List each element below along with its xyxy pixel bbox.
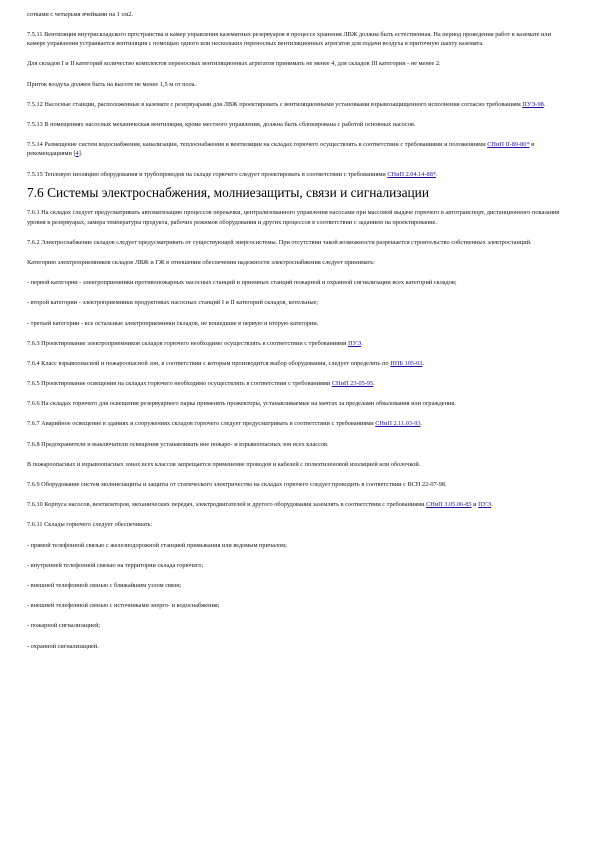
list-item: - внутренней телефонной связью на территории склада горючего; [27, 561, 204, 569]
list-item: - охранной сигнализацией. [27, 642, 99, 650]
paragraph-7-5-12: 7.5.12 Насосные станции, расположенные в каземате с резервуарами для ЛВЖ проектировать с вентиляционными установками взрывозащищенного исполнения согласно требованиям ПУЭ-98. [27, 100, 546, 108]
list-item: - прямой телефонной связью с железнодорожной станцией примыкания или ведомым причалом; [27, 541, 287, 549]
paragraph: Для складов I и II категорий количество комплектов переносных вентиляционных агрегатов принимать не менее 4, для складов III категории - не менее 2. [27, 60, 441, 68]
reference-link-снип-2-04-14-88[interactable]: СНиП 2.04.14-88* [387, 170, 436, 178]
reference-link-пуэ[interactable]: ПУЭ [478, 501, 492, 509]
list-item: - первой категории - электроприемники противопожарных насосных станций и приемных станций пожарной и охранной сигнализации всех категорий складов; [27, 279, 457, 287]
paragraph-7-6-4: 7.6.4 Класс взрывоопасной и пожароопасной зон, в соответствии с которым производится выбор оборудования, следует определять по НПБ 105-03. [27, 359, 424, 367]
paragraph: Приток воздуха должен быть на высоте не менее 1,5 м от пола. [27, 80, 197, 88]
paragraph-7-6-5: 7.6.5 Проектирование освещения на складах горючего необходимо осуществлять в соответствии с требованиями СНиП 23-05-95. [27, 380, 375, 388]
reference-link-нпб-105-03[interactable]: НПБ 105-03 [390, 359, 423, 367]
paragraph-7-6-11: 7.6.11 Склады горючего следует обеспечивать: [27, 521, 153, 529]
paragraph-7-5-13: 7.5.13 В помещениях насосных механическая вентиляция, кроме местного управления, должна быть сблокирована с работой основных насосов. [27, 121, 416, 129]
paragraph-7-5-11: 7.5.11 Вентиляция внутрискладского пространства и камер управления казематных резервуаров в процессе хранения ЛВЖ должна быть естественная. На период проведения работ в каземате или камере управления устраивается вентиляция с помощью одного или нескольких переносных вентиляционных агрегатов для подачи воздуха в приточную шахту каземата. [27, 31, 551, 48]
document-page [27, 10, 568, 662]
list-item: - второй категории - электроприемники продуктовых насосных станций I и II категорий складов, котельные; [27, 299, 319, 307]
paragraph: В пожароопасных и взрывоопасных зонах всех классов запрещается применение проводов и кабелей с полиэтиленовой изоляцией или оболочкой. [27, 460, 421, 468]
list-item: - внешней телефонной связью с ближайшим узлом связи; [27, 581, 182, 589]
paragraph: Категорию электроприемников складов ЛВЖ и ГЖ в отношении обеспечения надежности электроснабжения следует принимать: [27, 258, 375, 266]
reference-link-снип-23-05-95[interactable]: СНиП 23-05-95 [331, 380, 374, 388]
paragraph-7-5-14: 7.5.14 Размещение систем водоснабжения, канализации, теплоснабжения и вентиляции на складах горючего осуществлять в соответствии с требованиями и положениями СНиП II-89-80* и рекомендациями [4]. [27, 141, 535, 158]
paragraph-7-6-1: 7.6.1 На складах следует предусматривать автоматизацию процессов перекачки, централизованного управления насосами при массовой выдаче горючего в автотранспорт, дистанционного показания уровня в резервуарах, замера температуры продукта, рабочих режимов оборудования и других процессов в соответствии с заданием на проектирование. [27, 209, 560, 226]
list-item: - пожарной сигнализацией; [27, 622, 101, 630]
list-item: - внешней телефонной связью с источниками энерго- и водоснабжения; [27, 602, 220, 610]
reference-link-снип-ii-89-80[interactable]: СНиП II-89-80* [487, 141, 530, 149]
reference-link-пуэ[interactable]: ПУЭ [348, 339, 362, 347]
paragraph-7-6-6: 7.6.6 На складах горючего для освещения резервуарного парка применять прожекторы, устанавливаемые на мачтах за пределами обвалования или ограждения. [27, 400, 456, 408]
paragraph-7-6-9: 7.6.9 Оборудование систем молниезащиты и защиты от статического электричества на складах горючего следует проводить в соответствии с ВСН 22-07-98. [27, 481, 447, 489]
paragraph-7-6-10: 7.6.10 Корпуса насосов, вентиляторов, механических передач, электродвигателей и другого оборудования заземлять в соответствии с требованиями СНиП 3.05.06-85 и ПУЭ. [27, 501, 493, 509]
paragraph-7-5-15: 7.5.15 Тепловую изоляцию оборудования и трубопроводов на складе горючего следует проектировать в соответствии с требованиями СНиП 2.04.14-88*. [27, 170, 438, 178]
list-item: - третьей категории - все остальные электроприемники складов, не вошедшие в первую и вторую категории. [27, 319, 319, 327]
reference-link-4[interactable]: 4 [75, 150, 79, 158]
reference-link-снип-3-05-06-85[interactable]: СНиП 3.05.06-85 [426, 501, 472, 509]
paragraph-7-6-8: 7.6.8 Предохранители и выключатели освещения устанавливать вне пожаро- и взрывоопасных зон всех классов. [27, 440, 329, 448]
section-heading: 7.6 Системы электроснабжения, молниезащиты, связи и сигнализации [27, 184, 430, 200]
paragraph: сотками с четырьмя ячейками на 1 см2. [27, 11, 133, 18]
reference-link-снип-2-11-03-93[interactable]: СНиП 2.11.03-93 [375, 420, 421, 428]
reference-link-пуэ-98[interactable]: ПУЭ-98 [522, 100, 544, 108]
paragraph-7-6-7: 7.6.7 Аварийное освещение в зданиях и сооружениях складов горючего следует предусматривать в соответствии с требованиями СНиП 2.11.03-93. [27, 420, 423, 428]
paragraph-7-6-2: 7.6.2 Электроснабжение складов следует предусматривать от существующей энергосистемы. При отсутствии такой возможности разрешается строительство собственных электростанций. [27, 238, 532, 246]
paragraph-7-6-3: 7.6.3 Проектирование электроприемников складов горючего необходимо осуществлять в соответствии с требованиями ПУЭ. [27, 339, 363, 347]
